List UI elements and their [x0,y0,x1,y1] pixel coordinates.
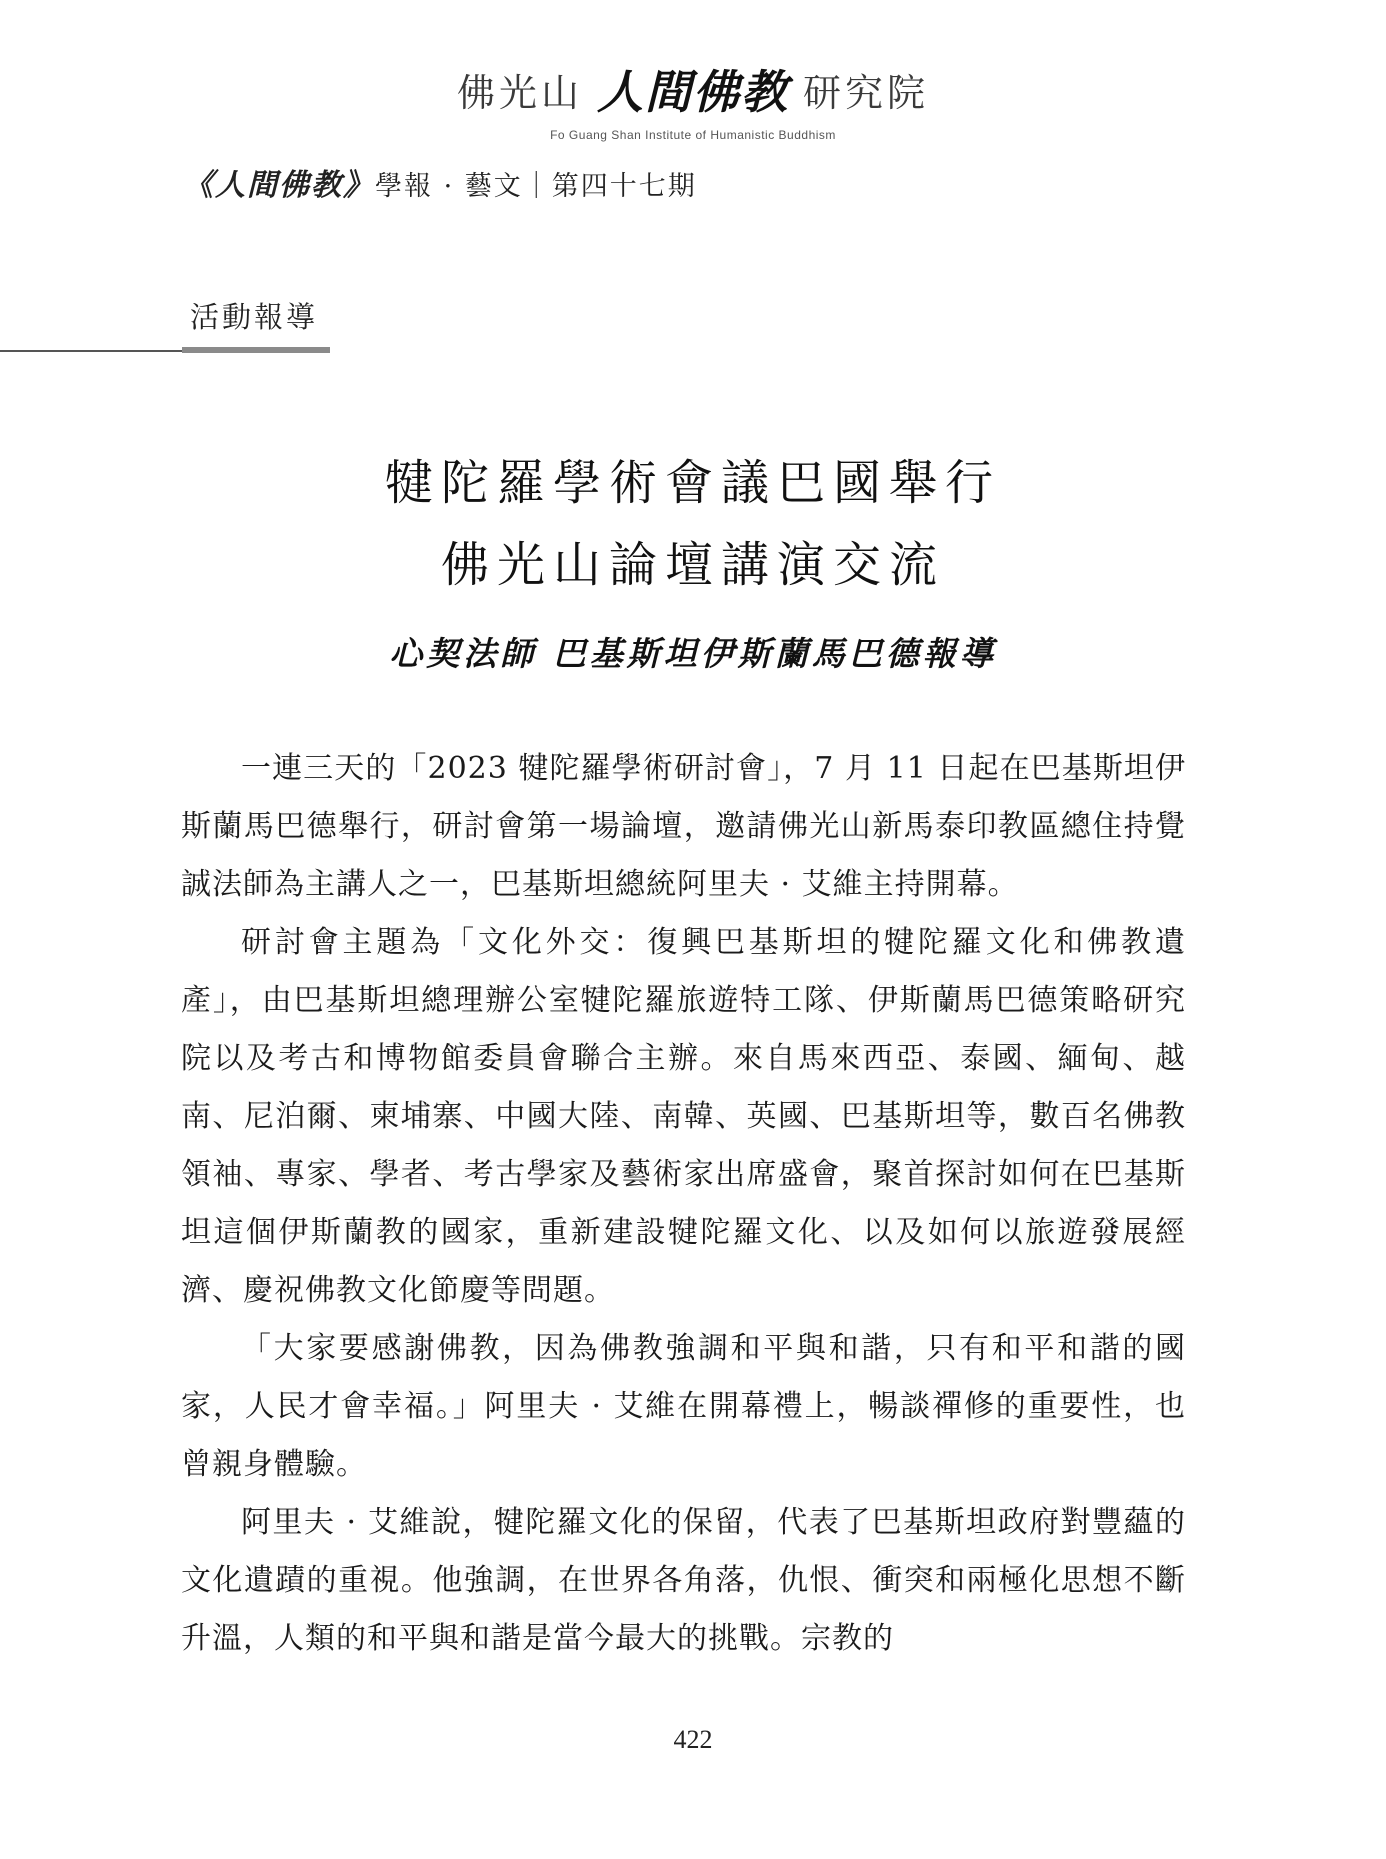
logo-left-text: 佛光山 [456,70,583,115]
title-line-1: 犍陀羅學術會議巴國舉行 [384,455,1001,511]
logo-right-text: 研究院 [803,70,930,115]
paragraph: 「大家要感謝佛教，因為佛教強調和平與和諧，只有和平和諧的國家，人民才會幸福。」阿里夫 · 艾維在開幕禮上，暢談禪修的重要性，也曾親身體驗。 [181,1331,1186,1482]
article-byline: 心契法師 巴基斯坦伊斯蘭馬巴德報導 [389,634,997,673]
paragraph: 一連三天的「2023 犍陀羅學術研討會」，7 月 11 日起在巴基斯坦伊斯蘭馬巴德舉行，研討會第一場論壇，邀請佛光山新馬泰印教區總住持覺誠法師為主講人之一，巴基斯坦總統阿里夫 · 艾維主持開幕。 [181,751,1186,902]
journal-issue: 學報 · 藝文｜第四十七期 [375,171,697,202]
journal-running-head [183,160,697,204]
article-body [181,740,1186,1668]
logo-main-text: 人間佛教 [597,65,789,119]
journal-name: 《人間佛教》 [183,168,375,203]
section-label: 活動報導 [190,300,319,334]
paragraph: 研討會主題為「文化外交：復興巴基斯坦的犍陀羅文化和佛教遺產」，由巴基斯坦總理辦公室犍陀羅旅遊特工隊、伊斯蘭馬巴德策略研究院以及考古和博物館委員會聯合主辦。來自馬來西亞、泰國、緬甸、越南、尼泊爾、柬埔寨、中國大陸、南韓、英國、巴基斯坦等，數百名佛教領袖、專家、學者、考古學家及藝術家出席盛會，聚首探討如何在巴基斯坦這個伊斯蘭教的國家，重新建設犍陀羅文化、以及如何以旅遊發展經濟、慶祝佛教文化節慶等問題。 [181,925,1186,1308]
page-number: 422 [673,1725,713,1754]
article-title [0,442,1386,606]
institute-logo [0,56,1386,142]
title-line-2: 佛光山論壇講演交流 [440,537,945,593]
paragraph: 阿里夫 · 艾維說，犍陀羅文化的保留，代表了巴基斯坦政府對豐蘊的文化遺蹟的重視。他強調，在世界各角落，仇恨、衝突和兩極化思想不斷升溫，人類的和平與和諧是當今最大的挑戰。宗教的 [181,1505,1186,1656]
section-rule-accent [182,347,330,353]
logo-english-text: Fo Guang Shan Institute of Humanistic Buddhism [550,128,836,142]
